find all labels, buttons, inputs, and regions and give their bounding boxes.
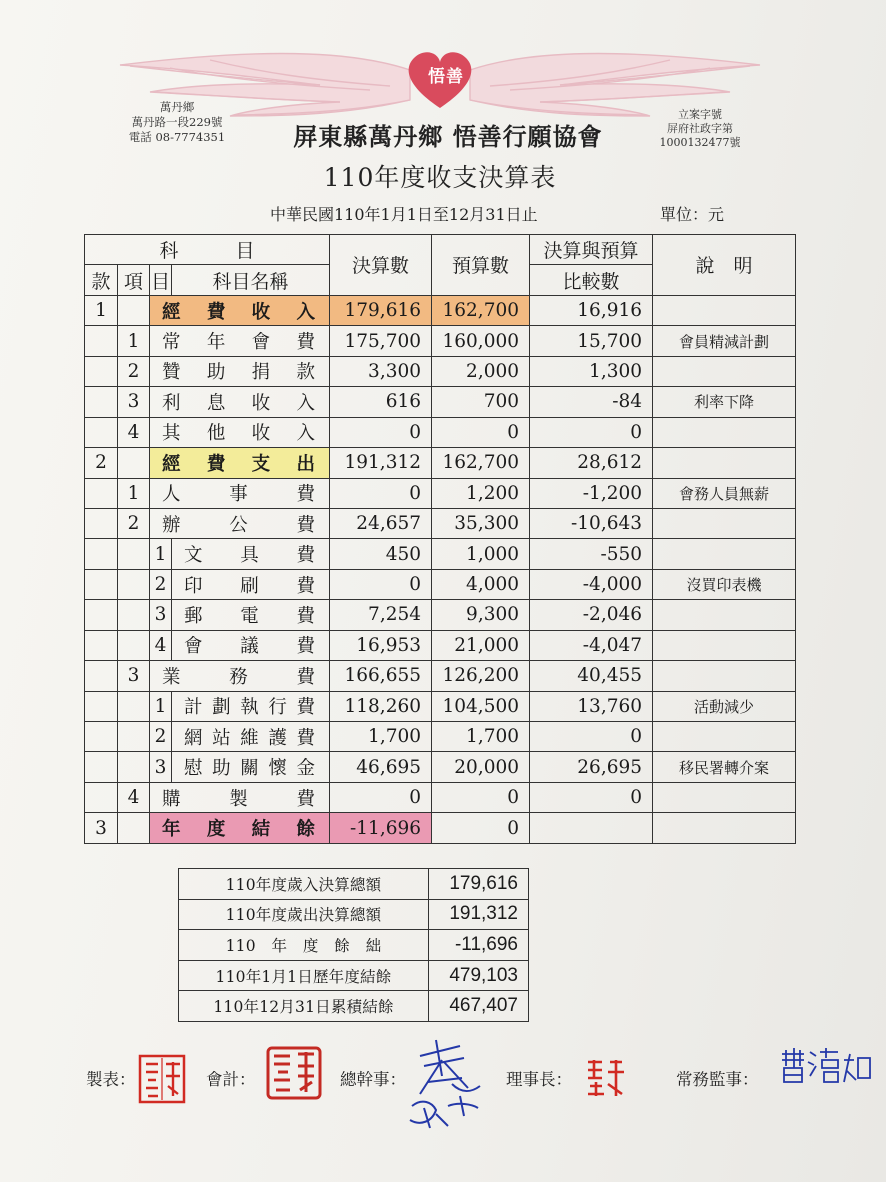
- budget-cell: 160,000: [432, 326, 530, 356]
- budget-cell: 4,000: [432, 569, 530, 599]
- kuan-cell: [85, 630, 118, 660]
- budget-cell: 104,500: [432, 691, 530, 721]
- budget-cell: 21,000: [432, 630, 530, 660]
- table-row: [85, 508, 796, 538]
- accountant-label: 會計：: [206, 1070, 256, 1089]
- actual-cell: 175,700: [330, 326, 432, 356]
- table-row: [85, 722, 796, 752]
- remark-cell: [653, 661, 796, 691]
- mu-cell: 2: [150, 722, 172, 752]
- subject-name-cell: 經費支出: [150, 448, 330, 478]
- xiang-cell: [118, 813, 150, 844]
- subject-header: 科 目: [85, 235, 330, 265]
- budget-cell: 1,000: [432, 539, 530, 569]
- xiang-cell: 3: [118, 661, 150, 691]
- budget-cell: 20,000: [432, 752, 530, 782]
- chairman-seal: [584, 1056, 628, 1100]
- logo-text: 悟善: [428, 67, 464, 87]
- remark-cell: [653, 630, 796, 660]
- diff-cell: -4,000: [530, 569, 653, 599]
- budget-cell: 35,300: [432, 508, 530, 538]
- secretary-label: 總幹事：: [340, 1070, 406, 1089]
- remark-cell: [653, 356, 796, 386]
- table-row: [85, 295, 796, 325]
- budget-cell: 2,000: [432, 356, 530, 386]
- mu-cell: 3: [150, 600, 172, 630]
- diff-cell: 40,455: [530, 661, 653, 691]
- actual-cell: 0: [330, 417, 432, 447]
- subject-name-cell: 人事費: [150, 478, 330, 508]
- actual-cell: 166,655: [330, 661, 432, 691]
- table-row: [85, 813, 796, 844]
- summary-row: 110年度歲出決算總額 191,312: [179, 899, 529, 930]
- subject-name-cell: 年度結餘: [150, 813, 330, 844]
- table-row: [85, 782, 796, 812]
- subject-name-cell: 常年會費: [150, 326, 330, 356]
- actual-cell: 0: [330, 478, 432, 508]
- budget-table: [84, 234, 796, 844]
- diff-cell: -2,046: [530, 600, 653, 630]
- kuan-cell: [85, 782, 118, 812]
- remark-cell: [653, 539, 796, 569]
- table-row: [85, 752, 796, 782]
- kuan-header: 款: [85, 265, 118, 295]
- xiang-cell: 1: [118, 478, 150, 508]
- kuan-cell: [85, 661, 118, 691]
- xiang-cell: 2: [118, 356, 150, 386]
- mu-cell: 4: [150, 630, 172, 660]
- xiang-cell: [118, 752, 150, 782]
- xiang-cell: [118, 569, 150, 599]
- remark-cell: [653, 508, 796, 538]
- budget-cell: 126,200: [432, 661, 530, 691]
- subject-name-cell: 購製費: [150, 782, 330, 812]
- actual-cell: 616: [330, 387, 432, 417]
- diff-cell: -550: [530, 539, 653, 569]
- diff-header-bottom: 比較數: [530, 265, 653, 295]
- mu-cell: 3: [150, 752, 172, 782]
- organization-name: 屏東縣萬丹鄉 悟善行願協會: [293, 122, 603, 151]
- diff-cell: -84: [530, 387, 653, 417]
- diff-cell: 13,760: [530, 691, 653, 721]
- table-row: [85, 417, 796, 447]
- xiang-cell: [118, 295, 150, 325]
- table-header-row: [85, 235, 796, 265]
- actual-cell: 450: [330, 539, 432, 569]
- remark-cell: 會員精減計劃: [653, 326, 796, 356]
- summary-row: 110年度歲入決算總額 179,616: [179, 869, 529, 900]
- diff-cell: 0: [530, 722, 653, 752]
- table-row: [85, 630, 796, 660]
- xiang-cell: 4: [118, 417, 150, 447]
- name-header: 科目名稱: [172, 265, 330, 295]
- mu-cell: 1: [150, 539, 172, 569]
- table-row: [85, 661, 796, 691]
- table-row: [85, 478, 796, 508]
- kuan-cell: [85, 539, 118, 569]
- xiang-cell: 2: [118, 508, 150, 538]
- remark-cell: [653, 295, 796, 325]
- xiang-cell: 1: [118, 326, 150, 356]
- kuan-cell: 1: [85, 295, 118, 325]
- subject-name-cell: 會議費: [172, 630, 330, 660]
- diff-cell: 0: [530, 782, 653, 812]
- budget-header: 預算數: [432, 235, 530, 296]
- kuan-cell: [85, 508, 118, 538]
- kuan-cell: [85, 722, 118, 752]
- report-period: 中華民國110年1月1日至12月31日止: [270, 205, 538, 224]
- actual-cell: 46,695: [330, 752, 432, 782]
- mu-cell: 1: [150, 691, 172, 721]
- actual-cell: 1,700: [330, 722, 432, 752]
- kuan-cell: [85, 569, 118, 599]
- kuan-cell: [85, 478, 118, 508]
- xiang-cell: [118, 448, 150, 478]
- xiang-cell: 4: [118, 782, 150, 812]
- supervisor-label: 常務監事：: [676, 1070, 759, 1089]
- xiang-cell: [118, 722, 150, 752]
- actual-header: 決算數: [330, 235, 432, 296]
- budget-cell: 1,700: [432, 722, 530, 752]
- diff-cell: -4,047: [530, 630, 653, 660]
- actual-cell: 3,300: [330, 356, 432, 386]
- kuan-cell: [85, 356, 118, 386]
- diff-cell: 16,916: [530, 295, 653, 325]
- xiang-cell: [118, 600, 150, 630]
- kuan-cell: [85, 691, 118, 721]
- xiang-cell: [118, 630, 150, 660]
- remark-cell: 沒買印表機: [653, 569, 796, 599]
- budget-cell: 1,200: [432, 478, 530, 508]
- maker-label: 製表：: [86, 1070, 136, 1089]
- diff-header-top: 決算與預算: [530, 235, 653, 265]
- actual-cell: 0: [330, 782, 432, 812]
- document-title: 110年度收支決算表: [323, 163, 557, 192]
- registration-block: 立案字號 屏府社政字第 1000132477號: [659, 108, 741, 149]
- actual-cell: 7,254: [330, 600, 432, 630]
- actual-cell: 24,657: [330, 508, 432, 538]
- maker-seal: [138, 1054, 186, 1104]
- kuan-cell: [85, 326, 118, 356]
- remark-cell: [653, 782, 796, 812]
- address-block: 萬丹鄉 萬丹路一段229號 電話 08-7774351: [128, 100, 226, 144]
- table-row: [85, 691, 796, 721]
- table-row: [85, 448, 796, 478]
- kuan-cell: 3: [85, 813, 118, 844]
- subject-name-cell: 贊助捐款: [150, 356, 330, 386]
- diff-cell: 28,612: [530, 448, 653, 478]
- remark-cell: 活動減少: [653, 691, 796, 721]
- diff-cell: [530, 813, 653, 844]
- xiang-cell: 3: [118, 387, 150, 417]
- subject-name-cell: 辦公費: [150, 508, 330, 538]
- remark-cell: [653, 448, 796, 478]
- remark-cell: [653, 813, 796, 844]
- summary-table: [178, 868, 529, 1022]
- summary-row: 110年12月31日累積結餘 467,407: [179, 991, 529, 1022]
- chairman-label: 理事長：: [506, 1070, 572, 1089]
- diff-cell: 1,300: [530, 356, 653, 386]
- diff-cell: 0: [530, 417, 653, 447]
- mu-cell: 2: [150, 569, 172, 599]
- kuan-cell: 2: [85, 448, 118, 478]
- xiang-cell: [118, 539, 150, 569]
- actual-cell: 0: [330, 569, 432, 599]
- actual-cell: 191,312: [330, 448, 432, 478]
- remark-cell: 會務人員無薪: [653, 478, 796, 508]
- kuan-cell: [85, 600, 118, 630]
- xiang-cell: [118, 691, 150, 721]
- subject-name-cell: 文具費: [172, 539, 330, 569]
- table-row: [85, 356, 796, 386]
- secretary-signature: [402, 1036, 494, 1132]
- remark-cell: 利率下降: [653, 387, 796, 417]
- actual-cell: 16,953: [330, 630, 432, 660]
- actual-cell: -11,696: [330, 813, 432, 844]
- table-body: [85, 295, 796, 843]
- table-row: [85, 387, 796, 417]
- table-row: [85, 326, 796, 356]
- budget-cell: 162,700: [432, 448, 530, 478]
- diff-cell: -10,643: [530, 508, 653, 538]
- summary-row: 110 年 度 餘 絀 -11,696: [179, 930, 529, 961]
- xiang-header: 項: [118, 265, 150, 295]
- summary-row: 110年1月1日歷年度結餘 479,103: [179, 960, 529, 991]
- budget-cell: 0: [432, 417, 530, 447]
- remark-cell: [653, 417, 796, 447]
- budget-cell: 9,300: [432, 600, 530, 630]
- subject-name-cell: 計劃執行費: [172, 691, 330, 721]
- subject-name-cell: 其他收入: [150, 417, 330, 447]
- budget-cell: 162,700: [432, 295, 530, 325]
- currency-unit: 單位：元: [660, 205, 725, 224]
- kuan-cell: [85, 417, 118, 447]
- remark-cell: [653, 722, 796, 752]
- kuan-cell: [85, 752, 118, 782]
- table-row: [85, 600, 796, 630]
- mu-header: 目: [150, 265, 172, 295]
- diff-cell: -1,200: [530, 478, 653, 508]
- table-row: [85, 539, 796, 569]
- subject-name-cell: 經費收入: [150, 295, 330, 325]
- supervisor-signature: [778, 1046, 874, 1088]
- budget-cell: 700: [432, 387, 530, 417]
- subject-name-cell: 印刷費: [172, 569, 330, 599]
- subject-name-cell: 郵電費: [172, 600, 330, 630]
- diff-cell: 15,700: [530, 326, 653, 356]
- subject-name-cell: 慰助關懷金: [172, 752, 330, 782]
- diff-cell: 26,695: [530, 752, 653, 782]
- subject-name-cell: 利息收入: [150, 387, 330, 417]
- actual-cell: 118,260: [330, 691, 432, 721]
- remark-header: 說 明: [653, 235, 796, 296]
- table-row: [85, 569, 796, 599]
- subject-name-cell: 網站維護費: [172, 722, 330, 752]
- subject-name-cell: 業務費: [150, 661, 330, 691]
- remark-cell: 移民署轉介案: [653, 752, 796, 782]
- budget-cell: 0: [432, 782, 530, 812]
- budget-cell: 0: [432, 813, 530, 844]
- actual-cell: 179,616: [330, 295, 432, 325]
- accountant-seal: [266, 1046, 322, 1100]
- remark-cell: [653, 600, 796, 630]
- kuan-cell: [85, 387, 118, 417]
